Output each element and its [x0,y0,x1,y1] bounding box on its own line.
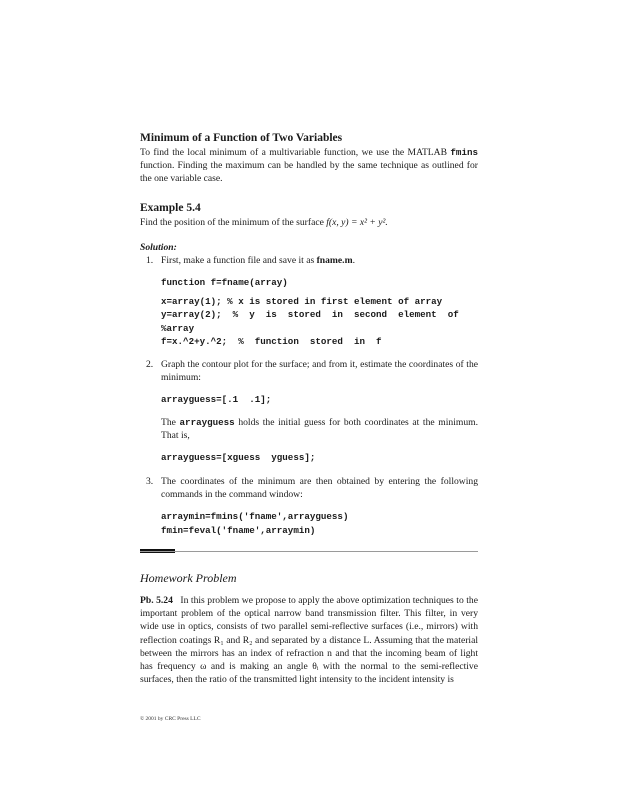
section-title: Minimum of a Function of Two Variables [140,132,343,144]
step-1: 1. First, make a function file and save it as fname.m. [146,254,355,266]
code-line: x=array(1); % x is stored in first element of array [161,295,443,307]
example-title: Example 5.4 [140,201,201,214]
step-2-explanation: The arrayguess holds the initial guess for both coordinates at the minimum. That is, [161,416,478,442]
section-intro: To find the local minimum of a multivariable function, we use the MATLAB fmins function. Finding the maximum can be handled by the same technique as outlined for the one variable case. [140,147,478,185]
homework-problem: Pb. 5.24 In this problem we propose to apply the above optimization techniques to the important problem of the optical narrow band transmission filter. This filter, in very wide use in optics, consists of two parallel semi-reflective surfaces (i.e., mirrors) with reflection coatings R₁ and R₂ and separated by a distance L. Assuming that the material between the mirrors has an index of refraction n and that the incoming beam of light has frequency ω and is making an angle θᵢ with the normal to the semi-reflective surfaces, then the ratio of the transmitted light intensity to the incident intensity is [140,595,478,686]
step-number: 2. [146,358,154,370]
inline-code-arrayguess: arrayguess [179,416,235,428]
code-line: arrayguess=[.1 .1]; [161,394,272,406]
section-divider [140,551,478,552]
main-content [140,131,478,538]
solution-label: Solution: [140,241,177,253]
code-line: %array [161,322,195,334]
step-number: 3. [146,475,154,487]
filename: fname.m [316,254,353,266]
homework-section [140,570,478,686]
code-line: f=x.^2+y.^2; % function stored in f [161,336,382,348]
code-line: fmin=feval('fname',arraymin) [161,524,316,536]
problem-label: Pb. 5.24 [140,595,173,606]
code-line: function f=fname(array) [161,277,288,289]
code-line: arraymin=fmins('fname',arrayguess) [161,511,349,523]
step-2: 2. Graph the contour plot for the surface; and from it, estimate the coordinates of the minimum: [146,358,478,384]
homework-title: Homework Problem [140,571,237,585]
copyright-footer: © 2001 by CRC Press LLC [140,716,201,722]
step-3: 3. The coordinates of the minimum are then obtained by entering the following commands in the command window: [146,475,478,501]
inline-code-fmins: fmins [450,147,478,158]
surface-equation: f(x, y) = x² + y². [326,216,388,228]
code-line: y=array(2); % y is stored in second element of [161,309,459,321]
code-line: arrayguess=[xguess yguess]; [161,452,316,464]
step-number: 1. [146,254,154,266]
example-statement: Find the position of the minimum of the surface f(x, y) = x² + y². [140,216,388,228]
